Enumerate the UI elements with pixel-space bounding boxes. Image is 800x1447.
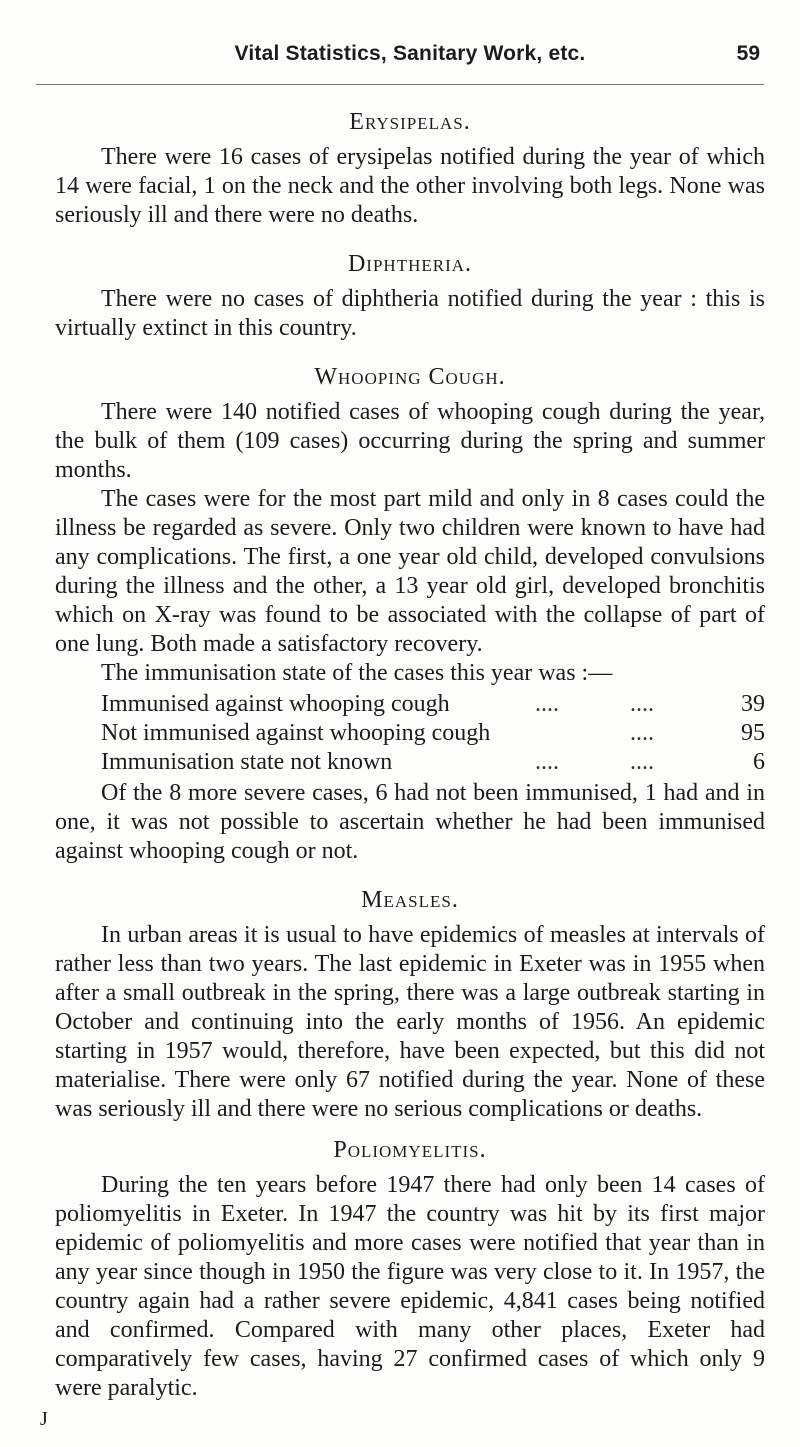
header-title: Vital Statistics, Sanitary Work, etc. bbox=[234, 42, 586, 65]
paragraph: Of the 8 more severe cases, 6 had not been immunised, 1 had and in one, it was not possible to ascertain whether he had been immunised against whooping cough or not. bbox=[55, 780, 765, 864]
paragraph: During the ten years before 1947 there had only been 14 cases of poliomyelitis in Exeter. In 1947 the country was hit by its first major epidemic of poliomyelitis and more cases were notified that year than in any year since though in 1950 the figure was very close to it. In 1957, the country again had a rather severe epidemic, 4,841 cases being notified and confirmed. Compared with many other places, Exeter had comparatively few cases, having 27 confirmed cases of which only 9 were paralytic. bbox=[55, 1172, 765, 1401]
page-number: 59 bbox=[736, 42, 760, 65]
paragraph: There were 16 cases of erysipelas notified during the year of which 14 were facial, 1 on the neck and the other involving both legs. None was seriously ill and there were no deaths. bbox=[55, 144, 765, 228]
heading-whooping-cough: Whooping Cough. bbox=[314, 364, 506, 390]
heading-erysipelas: Erysipelas. bbox=[349, 109, 471, 135]
heading-diphtheria: Diphtheria. bbox=[347, 251, 473, 277]
paragraph: The immunisation state of the cases this year was :— bbox=[101, 660, 613, 686]
list-item-value: 95 bbox=[741, 720, 765, 746]
section-diphtheria bbox=[55, 250, 765, 343]
leader-dots: .... .... bbox=[535, 749, 654, 775]
paragraph: In urban areas it is usual to have epidemics of measles at intervals of rather less than two years. The last epidemic in Exeter was in 1955 when after a small outbreak in the spring, there was a large outbreak starting in October and continuing into the early months of 1956. An epidemic starting in 1957 would, therefore, have been expected, but this did not materialise. There were only 67 notified during the year. None of these was seriously ill and there were no serious complications or deaths. bbox=[55, 922, 765, 1122]
list-item bbox=[101, 748, 765, 777]
list-item-value: 39 bbox=[741, 691, 765, 717]
running-header bbox=[60, 42, 760, 74]
list-item-value: 6 bbox=[753, 749, 765, 775]
list-item bbox=[101, 690, 765, 719]
list-item bbox=[101, 719, 765, 748]
signature-mark: J bbox=[40, 1408, 48, 1430]
section-measles bbox=[55, 886, 765, 1124]
immunisation-list bbox=[101, 690, 765, 777]
list-item-label: Not immunised against whooping cough bbox=[101, 720, 491, 746]
heading-poliomyelitis: Poliomyelitis. bbox=[333, 1137, 487, 1163]
header-rule bbox=[36, 84, 764, 85]
section-whooping-cough bbox=[55, 363, 765, 866]
leader-dots: .... .... bbox=[535, 691, 654, 717]
paragraph: There were no cases of diphtheria notified during the year : this is virtually extinct in this country. bbox=[55, 286, 765, 341]
body-text bbox=[55, 108, 765, 1423]
heading-measles: Measles. bbox=[361, 887, 459, 913]
section-erysipelas bbox=[55, 108, 765, 230]
section-poliomyelitis bbox=[55, 1136, 765, 1403]
paragraph: There were 140 notified cases of whooping cough during the year, the bulk of them (109 cases) occurring during the spring and summer months. bbox=[55, 399, 765, 483]
leader-dots: .... bbox=[630, 720, 654, 746]
list-item-label: Immunised against whooping cough bbox=[101, 691, 450, 717]
list-item-label: Immunisation state not known bbox=[101, 749, 393, 775]
paragraph: The cases were for the most part mild and only in 8 cases could the illness be regarded as severe. Only two children were known to have had any complications. The first, a one year old child, developed convulsions during the illness and the other, a 13 year old girl, developed bronchitis which on X-ray was found to be associated with the collapse of part of one lung. Both made a satisfactory recovery. bbox=[55, 486, 765, 657]
